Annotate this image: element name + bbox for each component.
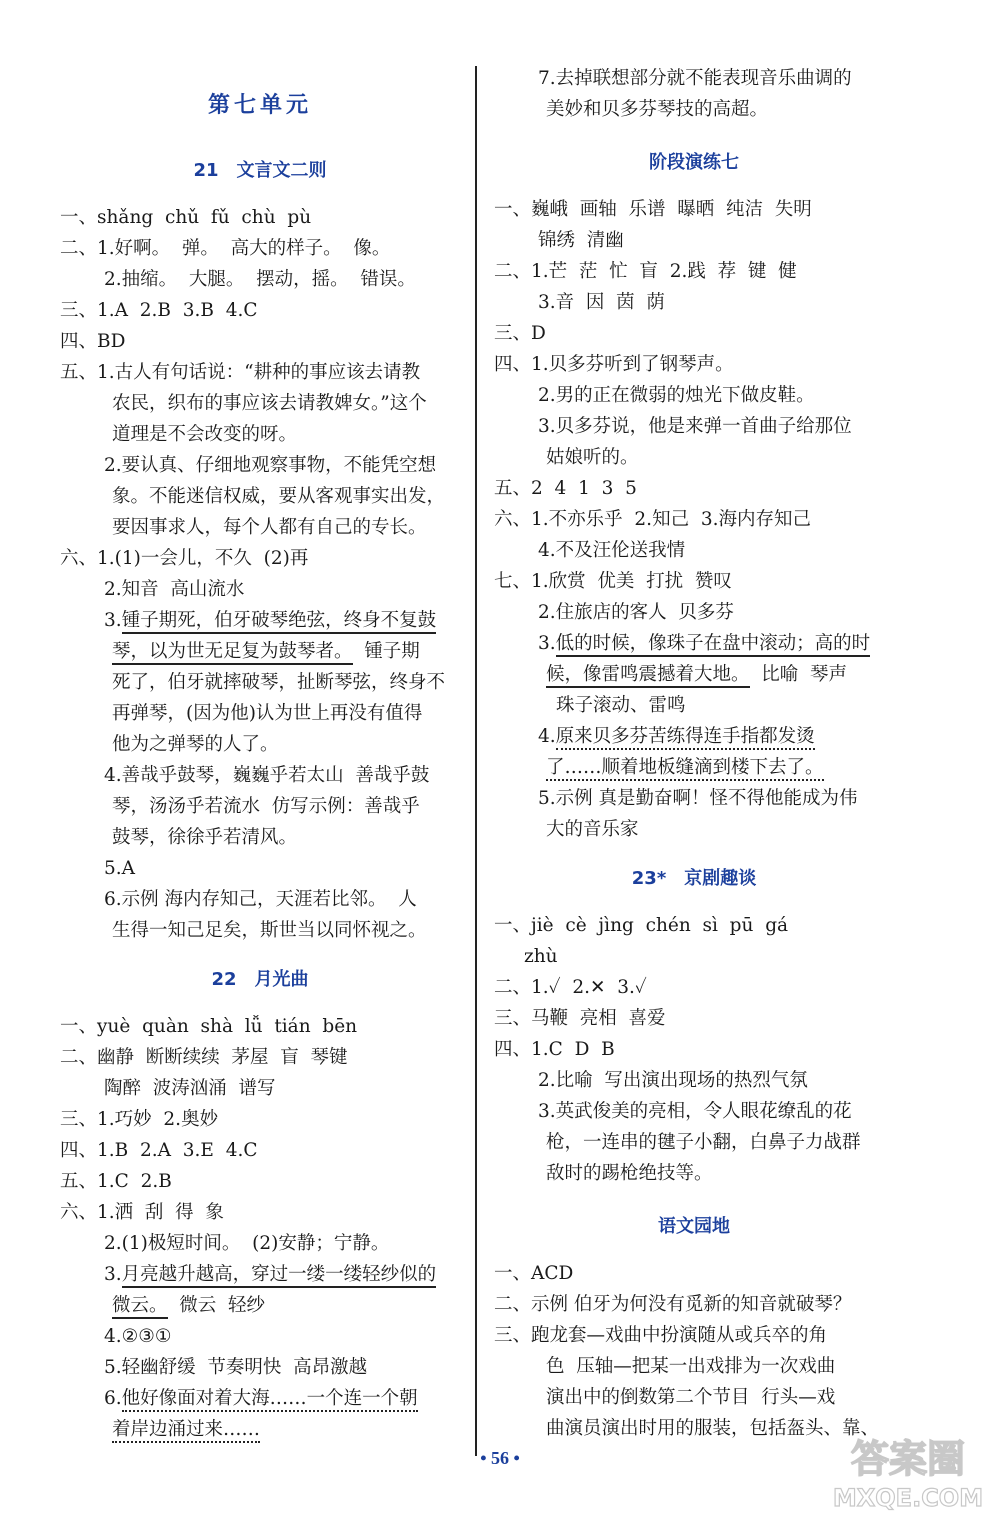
answer-line: 2.比喻 写出演出现场的热烈气氛 xyxy=(538,1070,808,1091)
answer-line: 枪，一连串的毽子小翻，白鼻子力战群 xyxy=(546,1132,861,1153)
answer-line: 5.示例 真是勤奋啊！怪不得他能成为伟 xyxy=(538,788,858,809)
answer-line: 四、1.B 2.A 3.E 4.C xyxy=(60,1140,258,1161)
answer-line: 三、1.巧妙 2.奥妙 xyxy=(60,1109,219,1130)
answer-line: 四、BD xyxy=(60,331,126,352)
answer-line: 琴，汤汤乎若流水 仿写示例：善哉乎 xyxy=(112,796,420,817)
answer-line: 锦绣 清幽 xyxy=(538,230,624,251)
answer-line: 2.住旅店的客人 贝多芬 xyxy=(538,602,734,623)
dotted-underlined-answer: 了……顺着地板缝滴到楼下去了。 xyxy=(546,757,824,781)
answer-line: 2.(1)极短时间。 (2)安静；宁静。 xyxy=(104,1233,390,1254)
answer-line: 演出中的倒数第二个节目 行头—戏 xyxy=(546,1387,836,1408)
answer-line: 六、1.不亦乐乎 2.知己 3.海内存知己 xyxy=(494,509,811,530)
dotted-underlined-answer: 他好像面对着大海……一个连一个朝 xyxy=(122,1388,418,1412)
answer-line: 微云。 微云 轻纱 xyxy=(112,1295,265,1317)
answer-line: 鼓琴，徐徐乎若清风。 xyxy=(112,827,298,848)
answer-line: 三、1.A 2.B 3.B 4.C xyxy=(60,300,258,321)
answer-line: 4.原来贝多芬苦练得连手指都发烫 xyxy=(538,726,815,748)
language-garden-title: 语文园地 xyxy=(658,1216,730,1237)
dotted-underlined-answer: 着岸边涌过来…… xyxy=(112,1419,260,1443)
answer-line: 琴，以为世无足复为鼓琴者。 锺子期 xyxy=(112,641,420,663)
answer-line: 六、1.(1)一会儿，不久 (2)再 xyxy=(60,548,309,569)
underlined-answer: 琴，以为世无足复为鼓琴者。 xyxy=(112,641,353,665)
section-22-title: 22 月光曲 xyxy=(211,969,309,990)
watermark-domain: MXQE.COM xyxy=(832,1484,984,1512)
answer-line: 敌时的踢枪绝技等。 xyxy=(546,1163,713,1184)
answer-line: 象。不能迷信权威，要从客观事实出发， xyxy=(112,486,446,507)
page-dot: • xyxy=(513,1448,520,1468)
column-divider xyxy=(475,66,477,1456)
answer-line: 道理是不会改变的呀。 xyxy=(112,424,298,445)
answer-line: 曲演员演出时用的服装，包括盔头、靠、 xyxy=(546,1418,880,1439)
answer-line: 美妙和贝多芬琴技的高超。 xyxy=(546,99,769,120)
answer-line: 2.抽缩。 大腿。 摆动，摇。 错误。 xyxy=(104,269,416,290)
watermark-text: 答案圈 xyxy=(850,1437,966,1481)
answer-line: 二、1.好啊。 弹。 高大的样子。 像。 xyxy=(60,238,391,259)
answer-line: 三、跑龙套—戏曲中扮演随从或兵卒的角 xyxy=(494,1325,828,1346)
answer-line: 6.示例 海内存知己，天涯若比邻。 人 xyxy=(104,889,417,910)
page-number-text: 56 xyxy=(491,1448,509,1468)
answer-line: 二、幽静 断断续续 茅屋 盲 琴键 xyxy=(60,1047,348,1068)
answer-line: zhù xyxy=(524,946,558,967)
page-dot: • xyxy=(480,1448,487,1468)
answer-line: 二、1.✓ 2.✕ 3.✓ xyxy=(494,977,647,998)
answer-line: 二、1.芒 茫 忙 盲 2.践 荐 键 健 xyxy=(494,261,797,282)
answer-line: 2.男的正在微弱的烛光下做皮鞋。 xyxy=(538,385,815,406)
answer-line: 3.低的时候，像珠子在盘中滚动；高的时 xyxy=(538,633,870,655)
answer-line: 要因事求人，每个人都有自己的专长。 xyxy=(112,517,427,538)
answer-line: 一、yuè quàn shà lǚ tián bēn xyxy=(60,1016,358,1037)
answer-line: 生得一知己足矣，斯世当以同怀视之。 xyxy=(112,920,427,941)
answer-line: 7.去掉联想部分就不能表现音乐曲调的 xyxy=(538,68,852,89)
answer-line: 农民，织布的事应该去请教婢女。”这个 xyxy=(112,393,427,414)
answer-line: 3.贝多芬说，他是来弹一首曲子给那位 xyxy=(538,416,852,437)
answer-line: 六、1.洒 刮 得 象 xyxy=(60,1202,224,1223)
answer-line: 五、1.C 2.B xyxy=(60,1171,172,1192)
answer-line: 3.音 因 茵 荫 xyxy=(538,292,665,313)
answer-line: 珠子滚动、雷鸣 xyxy=(556,695,686,716)
answer-line: 4.不及汪伦送我情 xyxy=(538,540,686,561)
stage-practice-title: 阶段演练七 xyxy=(649,152,739,173)
answer-line: 他为之弹琴的人了。 xyxy=(112,734,279,755)
answer-line xyxy=(546,757,824,779)
answer-line xyxy=(112,1419,260,1441)
answer-line: 大的音乐家 xyxy=(546,819,639,840)
section-23-title: 23* 京剧趣谈 xyxy=(631,868,757,889)
answer-line: 5.轻幽舒缓 节奏明快 高昂激越 xyxy=(104,1357,368,1378)
answer-line: 6.他好像面对着大海……一个连一个朝 xyxy=(104,1388,418,1410)
answer-line: 三、马鞭 亮相 喜爱 xyxy=(494,1008,666,1029)
answer-line: 再弹琴，(因为他)认为世上再没有值得 xyxy=(112,703,423,724)
section-21-title: 21 文言文二则 xyxy=(193,160,327,181)
answer-line: 四、1.C D B xyxy=(494,1039,615,1060)
underlined-answer: 微云。 xyxy=(112,1295,168,1319)
answer-line: 三、D xyxy=(494,323,546,344)
answer-line: 死了，伯牙就摔破琴，扯断琴弦，终身不 xyxy=(112,672,446,693)
underlined-answer: 锺子期死，伯牙破琴绝弦，终身不复鼓 xyxy=(122,610,437,634)
answer-line: 一、shǎng chǔ fǔ chù pù xyxy=(60,207,312,228)
underlined-answer: 月亮越升越高，穿过一缕一缕轻纱似的 xyxy=(122,1264,437,1288)
answer-line: 2.要认真、仔细地观察事物，不能凭空想 xyxy=(104,455,437,476)
unit-title: 第七单元 xyxy=(207,93,312,118)
answer-line: 七、1.欣赏 优美 打扰 赞叹 xyxy=(494,571,732,592)
answer-line: 5.A xyxy=(104,858,136,879)
underlined-answer: 低的时候，像珠子在盘中滚动；高的时 xyxy=(556,633,871,657)
answer-line: 2.知音 高山流水 xyxy=(104,579,245,600)
answer-line: 二、示例 伯牙为何没有觅新的知音就破琴？ xyxy=(494,1294,852,1315)
watermark-logo xyxy=(828,1426,988,1516)
answer-line: 3.英武俊美的亮相，令人眼花缭乱的花 xyxy=(538,1101,852,1122)
underlined-answer: 候，像雷鸣震撼着大地。 xyxy=(546,664,750,688)
answer-line: 3.月亮越升越高，穿过一缕一缕轻纱似的 xyxy=(104,1264,436,1286)
answer-line: 四、1.贝多芬听到了钢琴声。 xyxy=(494,354,734,375)
answer-line: 4.善哉乎鼓琴，巍巍乎若太山 善哉乎鼓 xyxy=(104,765,430,786)
answer-line: 一、巍峨 画轴 乐谱 曝晒 纯洁 失明 xyxy=(494,199,812,220)
dotted-underlined-answer: 原来贝多芬苦练得连手指都发烫 xyxy=(556,726,815,750)
page-number xyxy=(440,1448,560,1469)
answer-line: 候，像雷鸣震撼着大地。 比喻 琴声 xyxy=(546,664,847,686)
answer-line: 一、ACD xyxy=(494,1263,574,1284)
answer-line: 一、jiè cè jìng chén sì pū gá xyxy=(494,915,789,936)
answer-line: 五、1.古人有句话说：“耕种的事应该去请教 xyxy=(60,362,421,383)
answer-line: 色 压轴—把某一出戏排为一次戏曲 xyxy=(546,1356,836,1377)
answer-line: 4.②③① xyxy=(104,1326,172,1347)
answer-line: 陶醉 波涛汹涌 谱写 xyxy=(104,1078,276,1099)
answer-line: 3.锺子期死，伯牙破琴绝弦，终身不复鼓 xyxy=(104,610,436,632)
answer-line: 五、2 4 1 3 5 xyxy=(494,478,637,499)
answer-line: 姑娘听的。 xyxy=(546,447,639,468)
